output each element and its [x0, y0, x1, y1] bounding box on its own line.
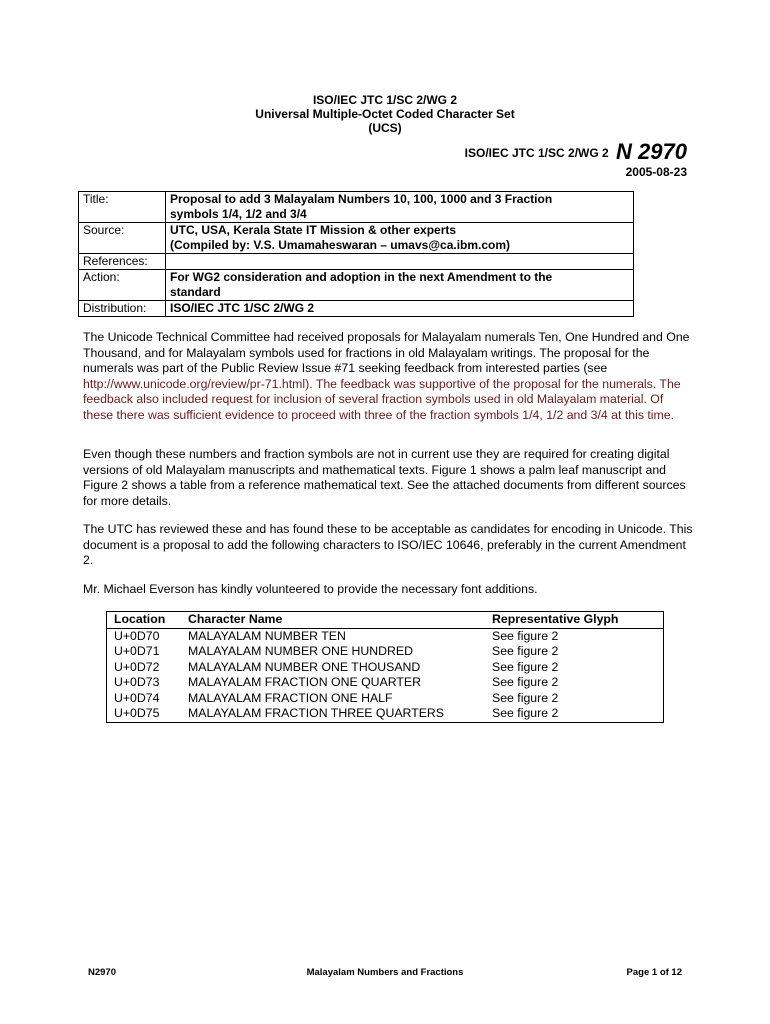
meta-distribution-label: Distribution:	[79, 301, 166, 317]
table-row	[107, 675, 664, 691]
meta-action-line-2: standard	[170, 285, 221, 299]
header-line-3: (UCS)	[368, 121, 402, 135]
cell-location: U+0D73	[114, 675, 160, 689]
cell-character-name: MALAYALAM FRACTION THREE QUARTERS	[188, 706, 445, 720]
meta-source-value	[166, 223, 634, 254]
document-number-prefix: ISO/IEC JTC 1/SC 2/WG 2	[464, 146, 609, 160]
cell-location: U+0D74	[114, 690, 160, 705]
cell-character-name: MALAYALAM NUMBER ONE HUNDRED	[188, 644, 414, 658]
footer-doc-id: N2970	[88, 967, 116, 978]
meta-action-label: Action:	[79, 270, 166, 301]
document-number-value: N 2970	[616, 139, 687, 164]
table-header-row	[107, 612, 664, 629]
table-row	[107, 644, 664, 660]
metadata-table	[78, 191, 634, 317]
document-date: 2005-08-23	[625, 165, 687, 179]
paragraph-4: Mr. Michael Everson has kindly volunteered to provide the necessary font additions.	[83, 582, 538, 596]
meta-references-value	[166, 254, 634, 270]
meta-distribution-value: ISO/IEC JTC 1/SC 2/WG 2	[166, 301, 634, 317]
footer-page-number: Page 1 of 12	[626, 967, 682, 978]
paragraph-1-text: The Unicode Technical Committee had received proposals for Malayalam numerals Ten, One Hundred and One Thousand, and for Malayalam symbols used for fractions in old Malayalam writings. The proposal for the numerals was part of the Public Review Issue #71 seeking feedback from interested parties (see	[83, 330, 690, 375]
meta-action-value	[166, 270, 634, 301]
meta-row-action	[79, 270, 634, 301]
paragraph-1-feedback-text: http://www.unicode.org/review/pr-71.html). The feedback was supportive of the proposal for the numerals. The feedback also included request for inclusion of several fraction symbols used in old Malayalam material. Of these there was sufficient evidence to proceed with three of the fraction symbols 1/4, 1/2 and 3/4 at this time.	[83, 376, 681, 422]
cell-location: U+0D72	[114, 659, 160, 674]
meta-row-distribution	[79, 301, 634, 317]
cell-location: U+0D71	[114, 644, 160, 658]
column-header-character-name: Character Name	[181, 612, 485, 629]
meta-title-line-2: symbols 1/4, 1/2 and 3/4	[170, 207, 307, 221]
document-header	[0, 93, 770, 135]
document-number	[465, 139, 687, 165]
cell-glyph: See figure 2	[492, 628, 559, 643]
header-line-2: Universal Multiple-Octet Coded Character Set	[255, 107, 515, 121]
cell-character-name: MALAYALAM NUMBER TEN	[188, 628, 346, 643]
table-row	[107, 691, 664, 707]
cell-location: U+0D75	[114, 706, 160, 720]
meta-source-label: Source:	[79, 223, 166, 254]
meta-row-references	[79, 254, 634, 270]
paragraph-2: Even though these numbers and fraction symbols are not in current use they are required for creating digital versions of old Malayalam manuscripts and mathematical texts. Figure 1 shows a palm leaf manuscript and Figure 2 shows a table from a reference mathematical text. See the attached documents from different sources for more details.	[83, 447, 686, 508]
column-header-representative-glyph: Representative Glyph	[485, 612, 664, 629]
meta-row-title	[79, 192, 634, 223]
meta-references-label: References:	[79, 254, 166, 270]
meta-title-label: Title:	[79, 192, 166, 223]
table-row	[107, 706, 664, 722]
meta-source-line-2: (Compiled by: V.S. Umamaheswaran – umavs@ca.ibm.com)	[170, 238, 511, 252]
cell-glyph: See figure 2	[492, 706, 559, 720]
footer-title: Malayalam Numbers and Fractions	[306, 967, 464, 978]
cell-glyph: See figure 2	[492, 644, 559, 658]
cell-character-name: MALAYALAM FRACTION ONE HALF	[188, 690, 393, 705]
column-header-location: Location	[107, 612, 182, 629]
cell-character-name: MALAYALAM NUMBER ONE THOUSAND	[188, 659, 421, 674]
paragraph-1	[83, 330, 693, 423]
header-line-1: ISO/IEC JTC 1/SC 2/WG 2	[312, 93, 458, 107]
cell-location: U+0D70	[114, 628, 160, 643]
meta-source-line-1: UTC, USA, Kerala State IT Mission & other experts	[170, 223, 457, 237]
meta-row-source	[79, 223, 634, 254]
meta-action-line-1: For WG2 consideration and adoption in the next Amendment to the	[170, 270, 553, 284]
meta-title-value	[166, 192, 634, 223]
table-row	[107, 660, 664, 676]
cell-character-name: MALAYALAM FRACTION ONE QUARTER	[188, 675, 421, 689]
paragraph-3: The UTC has reviewed these and has found these to be acceptable as candidates for encoding in Unicode. This document is a proposal to add the following characters to ISO/IEC 10646, preferably in the current Amendment 2.	[83, 522, 693, 567]
cell-glyph: See figure 2	[492, 690, 559, 705]
cell-glyph: See figure 2	[492, 659, 559, 674]
meta-title-line-1: Proposal to add 3 Malayalam Numbers 10, 100, 1000 and 3 Fraction	[170, 192, 553, 206]
character-table	[106, 611, 664, 723]
cell-glyph: See figure 2	[492, 675, 559, 689]
table-row	[107, 628, 664, 644]
